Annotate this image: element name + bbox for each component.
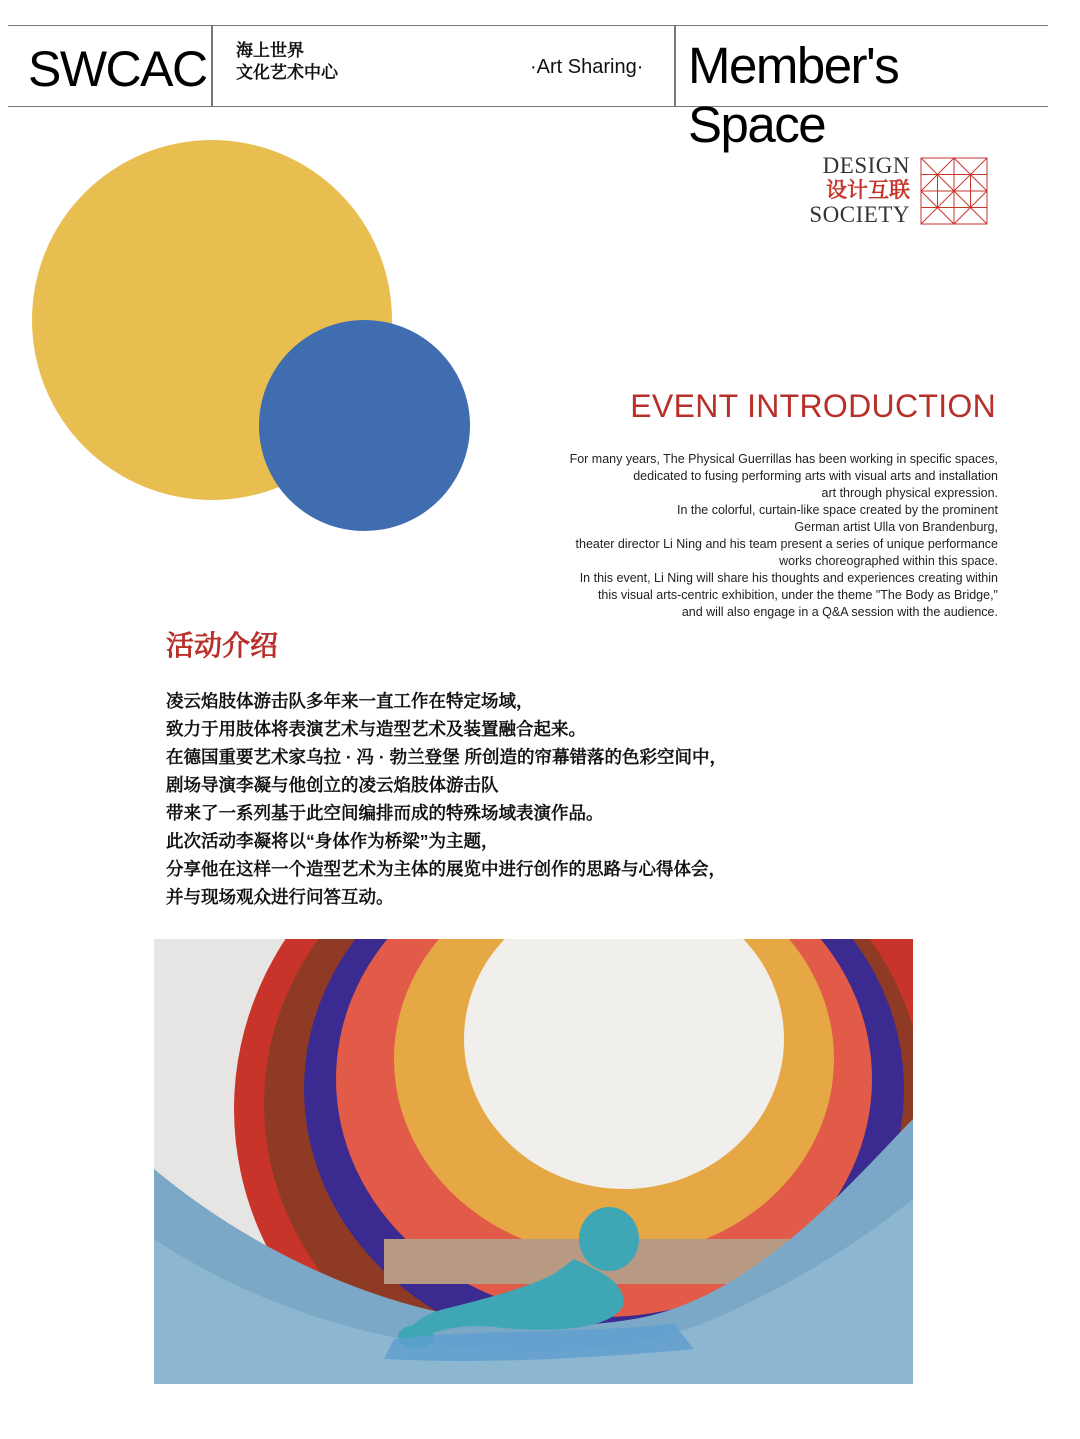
- event-line: art through physical expression.: [821, 486, 998, 500]
- logo-line-design: DESIGN: [822, 153, 910, 178]
- logo-line-cn: 设计互联: [826, 178, 910, 202]
- event-line-cn: 带来了一系列基于此空间编排而成的特殊场域表演作品。: [166, 803, 604, 823]
- event-line-cn: 并与现场观众进行问答互动。: [166, 887, 394, 907]
- event-introduction-body: [480, 451, 998, 621]
- event-line: For many years, The Physical Guerrillas has been working in specific spaces,: [569, 452, 998, 466]
- logo-line-society: SOCIETY: [809, 202, 910, 227]
- event-line: theater director Li Ning and his team present a series of unique performance: [575, 537, 998, 551]
- event-line: and will also engage in a Q&A session with the audience.: [681, 605, 998, 619]
- event-line: German artist Ulla von Brandenburg,: [794, 520, 998, 534]
- event-introduction-title: EVENT INTRODUCTION: [630, 388, 996, 424]
- blue-circle-decoration: [259, 320, 470, 531]
- page-header: [8, 25, 1048, 153]
- event-line: dedicated to fusing performing arts with visual arts and installation: [633, 469, 998, 483]
- design-society-logo-text: [780, 152, 910, 228]
- event-line-cn: 在德国重要艺术家乌拉 · 冯 · 勃兰登堡 所创造的帘幕错落的色彩空间中，: [166, 747, 727, 767]
- event-line-cn: 此次活动李凝将以“身体作为桥梁”为主题，: [166, 831, 499, 851]
- event-line: works choreographed within this space.: [779, 554, 998, 568]
- org-name-cn: [236, 40, 338, 84]
- performance-photo: [154, 939, 913, 1384]
- org-name-cn-line1: 海上世界: [236, 41, 304, 60]
- event-introduction-body-cn: [166, 687, 727, 911]
- event-line: In this event, Li Ning will share his thoughts and experiences creating within: [579, 571, 998, 585]
- event-line-cn: 剧场导演李凝与他创立的凌云焰肢体游击队: [166, 775, 499, 795]
- brand-logo-text: SWCAC: [28, 41, 207, 97]
- header-divider: [211, 26, 213, 106]
- art-sharing-label: ·Art Sharing·: [530, 56, 644, 78]
- event-line: In the colorful, curtain-like space created by the prominent: [676, 503, 998, 517]
- org-name-cn-line2: 文化艺术中心: [236, 63, 338, 82]
- header-divider: [674, 26, 676, 106]
- event-line-cn: 致力于用肢体将表演艺术与造型艺术及装置融合起来。: [166, 719, 586, 739]
- geometric-grid-icon: [920, 157, 988, 225]
- member-space-title: Member's Space: [688, 37, 899, 153]
- event-line-cn: 分享他在这样一个造型艺术为主体的展览中进行创作的思路与心得体会，: [166, 859, 726, 879]
- event-introduction-title-cn: 活动介绍: [166, 630, 279, 661]
- event-line: this visual arts-centric exhibition, under the theme "The Body as Bridge,": [597, 588, 998, 602]
- event-line-cn: 凌云焰肢体游击队多年来一直工作在特定场域，: [166, 691, 534, 711]
